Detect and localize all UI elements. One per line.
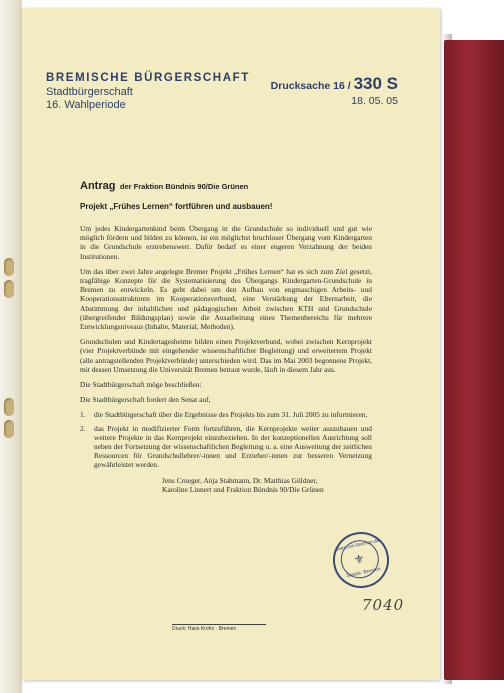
list-item [80, 424, 372, 470]
red-binder [444, 40, 504, 680]
drucksache-number: 330 S [353, 74, 398, 93]
paragraph: Die Stadtbürgerschaft fordert den Senat auf, [80, 395, 211, 405]
motion-title: Projekt „Frühes Lernen“ fortführen und ausbauen! [80, 202, 273, 211]
punch-hole [4, 420, 14, 438]
list-text: das Projekt in modifizierter Form fortzuführen, die Kernprojekte weiter auszubauen und weitere Projekte in das Kernprojekt einzubeziehen. In der konzeptionellen Ausrichtung soll neben der Fortsetzung der wissenschaftlichen Begleitung u. a. eine Ausweitung der zeitlichen Ressourcen für Grundschullehrer/-innen und Erzieher/-innen zur besseren Vernetzung gewährleistet werden. [94, 423, 372, 470]
binder-edge [0, 0, 22, 693]
stamp-bottom-text: Staats- Bremen [346, 566, 382, 580]
motion-submitter: der Fraktion Bündnis 90/Die Grünen [119, 182, 249, 191]
signature-block [162, 476, 372, 494]
printer-imprint: Druck: Hans Krohn · Bremen [172, 624, 266, 632]
stamp-top-text: www.uni-bremen.de [335, 537, 381, 553]
signature-line: Karoline Linnert und Fraktion Bündnis 90/Die Grünen [162, 484, 324, 494]
punch-hole [4, 398, 14, 416]
paragraph: Um das über zwei Jahre angelegte Bremer Projekt „Frühes Lernen“ hat es sich zum Ziel gesetzt, tragfähige Konzepte für die Systematisierung des Übergangs Kindergarten-Grundschule in Bremen zu entwickeln. Es geht dabei um den Aufbau von engmaschigen Arbeits- und Kooperationsstrukturen im Kooperationsverbund, eine Verstärkung der Elternarbeit, die Abstimmung der inhaltlichen und pädagogischen Arbeit zwischen KTH und Grundschule (übergreifender Bildungsplan) sowie die Ausarbeitung eines Themenbereichs für mehrere Entwicklungsniveaus (Inhalte, Material, Methoden). [80, 266, 372, 332]
paragraph: Um jedes Kindergartenkind beim Übergang in die Grundschule so individuell und gut wie möglich fördern und bilden zu können, ist ein möglichst bruchloser Übergang vom Kindergarten in die Grundschule erstrebenswert. Dafür bedarf es einer engeren Verzahnung der beiden Institutionen. [80, 224, 372, 261]
list-number: 1. [80, 410, 86, 420]
signature-line: Jens Crueger, Anja Stahmann, Dr. Matthias Güldner, [162, 475, 318, 485]
header-right [260, 74, 398, 107]
paragraph: Grundschulen und Kindertagesheime bilden einen Projektverbund, wobei zwischen Kernprojekt (vier Projektverbünde mit eingehender wissenschaftlicher Begleitung) und erweitertem Projekt (alle antragstellenden Projektverbünde) unterschieden wird. Das im Mai 2003 begonnene Projekt, mit dessen Umsetzung die Universität Bremen betraut wurde, läuft in diesem Jahr aus. [80, 337, 372, 374]
document-date: 18. 05. 05 [351, 95, 398, 107]
resolution-list [80, 410, 372, 469]
parliament-name: BREMISCHE BÜRGERSCHAFT [46, 72, 250, 84]
list-number: 2. [80, 423, 86, 433]
list-text: die Stadtbürgerschaft über die Ergebnisse des Projekts bis zum 31. Juli 2005 zu informieren, [94, 410, 368, 420]
handwritten-number: 7040 [362, 596, 405, 614]
header-left [46, 72, 250, 111]
drucksache-label: Drucksache 16 / [270, 80, 354, 92]
motion-type: Antrag [80, 180, 116, 192]
list-item [80, 410, 372, 419]
punch-hole [4, 258, 14, 276]
motion-heading [80, 176, 248, 194]
punch-hole [4, 280, 14, 298]
motion-body [80, 224, 372, 494]
legislative-period: 16. Wahlperiode [46, 99, 126, 111]
crest-icon: ⚜ [352, 551, 366, 568]
house-name: Stadtbürgerschaft [46, 86, 133, 98]
paragraph: Die Stadtbürgerschaft möge beschließen: [80, 380, 202, 390]
